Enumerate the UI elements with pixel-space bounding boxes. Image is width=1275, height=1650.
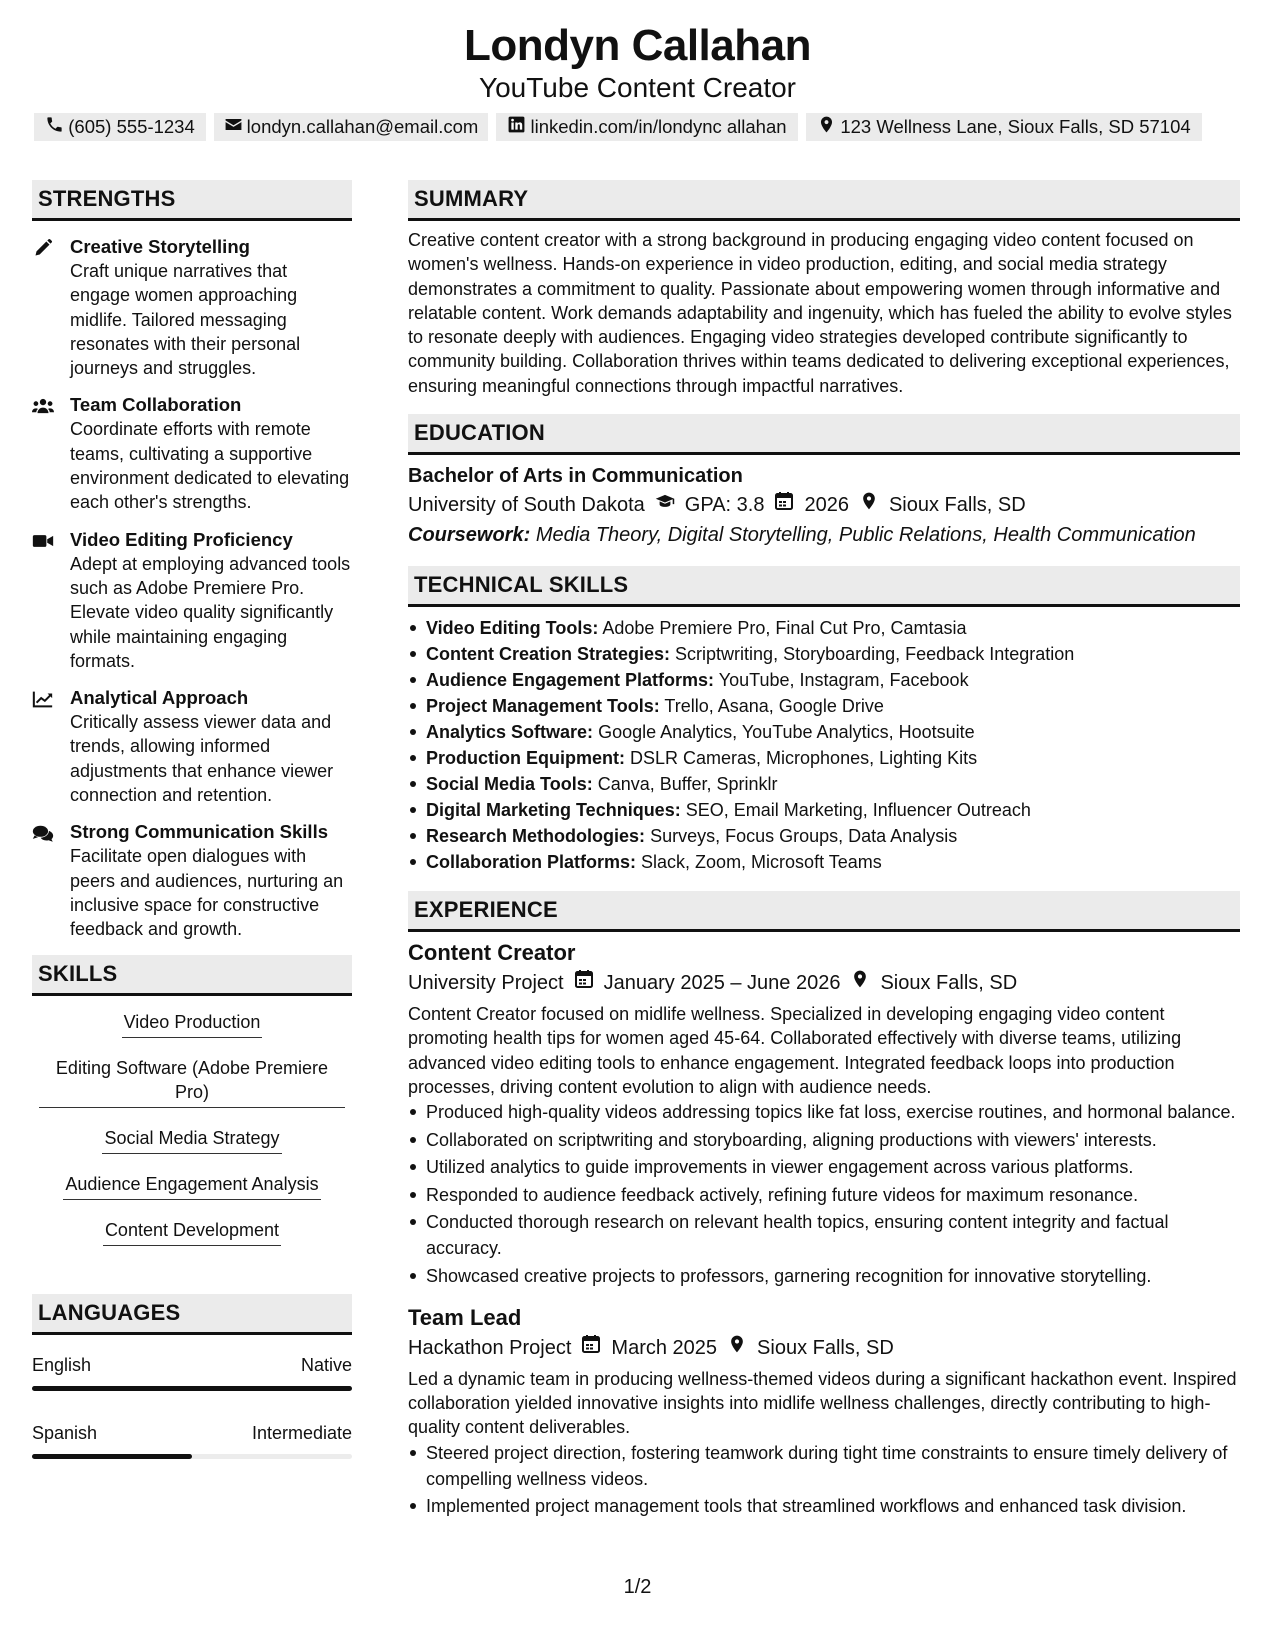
skill-label: Analytics Software: [426, 722, 594, 743]
education-school: University of South Dakota [408, 494, 645, 517]
list-item: Produced high-quality videos addressing topics like fat loss, exercise routines, and hormonal balance. [408, 1099, 1240, 1125]
contact-address[interactable] [806, 113, 1202, 141]
education-meta [408, 490, 1240, 520]
languages-heading: LANGUAGES [32, 1294, 352, 1335]
list-item [408, 797, 1240, 823]
skill-value: Google Analytics, YouTube Analytics, Hootsuite [598, 722, 975, 743]
language-item [32, 1353, 352, 1391]
skill-label: Production Equipment: [426, 748, 625, 769]
skill-item: Social Media Strategy [102, 1126, 281, 1154]
skill-item: Video Production [122, 1010, 263, 1038]
page-number: 1/2 [623, 1576, 652, 1598]
technical-skills-list [408, 615, 1240, 875]
language-proficiency-fill [32, 1454, 192, 1459]
strength-title: Video Editing Proficiency [70, 528, 293, 550]
map-marker-icon [859, 490, 879, 520]
experience-item [408, 938, 1240, 1289]
education-heading: EDUCATION [408, 414, 1240, 455]
skill-item: Audience Engagement Analysis [63, 1172, 320, 1200]
language-level: Native [300, 1354, 352, 1375]
skill-label: Content Creation Strategies: [426, 644, 671, 665]
summary-heading: SUMMARY [408, 180, 1240, 221]
job-org: Hackathon Project [408, 1336, 572, 1359]
list-item: Steered project direction, fostering teamwork during tight time constraints to ensure timely delivery of compelling wellness videos. [408, 1440, 1240, 1492]
education-location: Sioux Falls, SD [888, 494, 1026, 517]
language-proficiency-bar [32, 1454, 352, 1459]
job-location: Sioux Falls, SD [880, 972, 1018, 995]
skill-value: Scriptwriting, Storyboarding, Feedback Integration [675, 644, 1075, 665]
list-item [408, 849, 1240, 875]
contact-phone[interactable] [34, 113, 206, 141]
strength-desc: Coordinate efforts with remote teams, cultivating a supportive environment dedicated to elevating each other's strengths. [70, 419, 350, 513]
language-name: English [32, 1354, 92, 1375]
education-year: 2026 [804, 494, 849, 517]
list-item: Responded to audience feedback actively, refining future videos for maximum resonance. [408, 1182, 1240, 1208]
job-dates: March 2025 [611, 1336, 718, 1359]
list-item: Showcased creative projects to professors, garnering recognition for innovative storytelling. [408, 1263, 1240, 1289]
experience-item [408, 1303, 1240, 1519]
contact-email[interactable] [214, 113, 488, 141]
video-icon [32, 528, 70, 673]
language-proficiency-bar [32, 1386, 352, 1391]
list-item [408, 641, 1240, 667]
coursework-text: Media Theory, Digital Storytelling, Public Relations, Health Communication [535, 524, 1196, 547]
strength-title: Strong Communication Skills [70, 821, 328, 843]
skill-item: Content Development [103, 1218, 281, 1246]
phone-text: (605) 555-1234 [68, 116, 195, 137]
strength-item [32, 820, 352, 941]
skill-value: Trello, Asana, Google Drive [664, 696, 884, 717]
strength-desc: Craft unique narratives that engage women approaching midlife. Tailored messaging resonates with their personal journeys and struggles. [70, 261, 301, 379]
list-item [408, 719, 1240, 745]
skill-label: Audience Engagement Platforms: [426, 670, 715, 691]
email-text: londyn.callahan@email.com [246, 116, 479, 137]
education-coursework [408, 520, 1240, 550]
skill-item: Editing Software (Adobe Premiere Pro) [39, 1056, 345, 1108]
skills-list [32, 1010, 352, 1264]
strengths-heading: STRENGTHS [32, 180, 352, 221]
list-item [408, 823, 1240, 849]
calendar-icon [574, 968, 594, 998]
envelope-icon [224, 115, 243, 139]
job-org: University Project [408, 972, 564, 995]
strength-title: Analytical Approach [70, 687, 249, 709]
strength-desc: Adept at employing advanced tools such as Adobe Premiere Pro. Elevate video quality significantly while maintaining engaging formats. [70, 553, 351, 671]
skill-label: Project Management Tools: [426, 696, 660, 717]
coursework-label: Coursework: [408, 524, 531, 547]
list-item: Implemented project management tools that streamlined workflows and enhanced task division. [408, 1493, 1240, 1519]
education-degree: Bachelor of Arts in Communication [408, 465, 743, 488]
job-location: Sioux Falls, SD [757, 1336, 894, 1359]
address-text: 123 Wellness Lane, Sioux Falls, SD 57104 [840, 116, 1191, 137]
strength-item [32, 686, 352, 807]
list-item [408, 693, 1240, 719]
job-meta [408, 1333, 1240, 1363]
list-item [408, 745, 1240, 771]
list-item: Conducted thorough research on relevant health topics, ensuring content integrity and factual accuracy. [408, 1209, 1240, 1261]
job-description: Content Creator focused on midlife wellness. Specialized in developing engaging video content promoting health tips for women aged 45-64. Collaborated effectively with diverse teams, utilizing advanced video editing tools to enhance engagement. Integrated feedback loops into production processes, driving content evolution to align with audience needs. [408, 1004, 1182, 1097]
linkedin-icon [507, 115, 526, 139]
summary-text: Creative content creator with a strong background in producing engaging video content focused on women's wellness. Hands-on experience in video production, editing, and social media strategy demonstrates a commitment to quality. Passionate about empowering women through informative and relatable content. Work demands adaptability and ingenuity, which has fueled the ability to evolve styles to resonate deeply with audiences. Engaging video strategies developed contribute significantly to community building. Collaboration thrives within teams dedicated to delivering exceptional experiences, ensuring meaningful connections through impactful narratives. [408, 230, 1232, 396]
comments-icon [32, 820, 70, 941]
job-title: Content Creator [408, 940, 576, 966]
job-dates: January 2025 – June 2026 [603, 972, 841, 995]
resume-header [0, 20, 1275, 104]
skill-value: Surveys, Focus Groups, Data Analysis [650, 826, 958, 847]
skill-label: Digital Marketing Techniques: [426, 800, 681, 821]
language-name: Spanish [32, 1422, 98, 1443]
language-item [32, 1421, 352, 1459]
skill-label: Research Methodologies: [426, 826, 646, 847]
candidate-name: Londyn Callahan [464, 21, 811, 70]
contact-bar [34, 113, 1241, 141]
pencil-icon [32, 235, 70, 380]
chart-line-icon [32, 686, 70, 807]
languages-list [32, 1353, 352, 1459]
candidate-role: YouTube Content Creator [478, 72, 797, 103]
map-marker-icon [817, 115, 836, 139]
job-bullets [408, 1099, 1240, 1289]
skill-value: Slack, Zoom, Microsoft Teams [641, 852, 882, 873]
skill-value: YouTube, Instagram, Facebook [718, 670, 969, 691]
strengths-list [32, 235, 352, 942]
graduation-cap-icon [655, 490, 675, 520]
list-item [408, 667, 1240, 693]
skill-value: SEO, Email Marketing, Influencer Outreach [685, 800, 1031, 821]
strength-desc: Critically assess viewer data and trends, allowing informed adjustments that enhance viewer connection and retention. [70, 712, 334, 806]
phone-icon [45, 115, 64, 139]
strength-title: Team Collaboration [70, 394, 242, 416]
skills-heading: SKILLS [32, 955, 352, 996]
calendar-icon [774, 490, 794, 520]
job-meta [408, 968, 1240, 998]
job-bullets [408, 1440, 1240, 1520]
technical-skills-heading: TECHNICAL SKILLS [408, 566, 1240, 607]
language-proficiency-fill [32, 1386, 352, 1391]
contact-linkedin[interactable] [496, 113, 798, 141]
strength-item [32, 393, 352, 514]
strength-desc: Facilitate open dialogues with peers and audiences, nurturing an inclusive space for constructive feedback and growth. [70, 846, 344, 940]
map-marker-icon [850, 968, 870, 998]
job-title: Team Lead [408, 1304, 522, 1330]
strength-item [32, 528, 352, 673]
calendar-icon [581, 1333, 601, 1363]
language-level: Intermediate [251, 1422, 352, 1443]
skill-label: Video Editing Tools: [426, 618, 599, 639]
list-item [408, 615, 1240, 641]
left-column [32, 180, 352, 1489]
right-column [408, 180, 1240, 1521]
list-item: Collaborated on scriptwriting and storyboarding, aligning productions with viewers' interests. [408, 1127, 1240, 1153]
list-item: Utilized analytics to guide improvements in viewer engagement across various platforms. [408, 1154, 1240, 1180]
skill-value: Canva, Buffer, Sprinklr [597, 774, 778, 795]
skill-value: DSLR Cameras, Microphones, Lighting Kits [630, 748, 978, 769]
education-gpa: GPA: 3.8 [684, 494, 765, 517]
experience-heading: EXPERIENCE [408, 891, 1240, 932]
skill-value: Adobe Premiere Pro, Final Cut Pro, Camtasia [602, 618, 967, 639]
job-description: Led a dynamic team in producing wellness-themed videos during a significant hackathon event. Inspired collaboration yielded innovative insights into midlife wellness challenges, directly contributing to high-quality content deliverables. [408, 1368, 1237, 1438]
users-icon [32, 393, 70, 514]
skill-label: Collaboration Platforms: [426, 852, 637, 873]
linkedin-text: linkedin.com/in/londync allahan [530, 116, 787, 137]
strength-item [32, 235, 352, 380]
strength-title: Creative Storytelling [70, 236, 250, 257]
map-marker-icon [727, 1333, 747, 1363]
list-item [408, 771, 1240, 797]
skill-label: Social Media Tools: [426, 774, 593, 795]
